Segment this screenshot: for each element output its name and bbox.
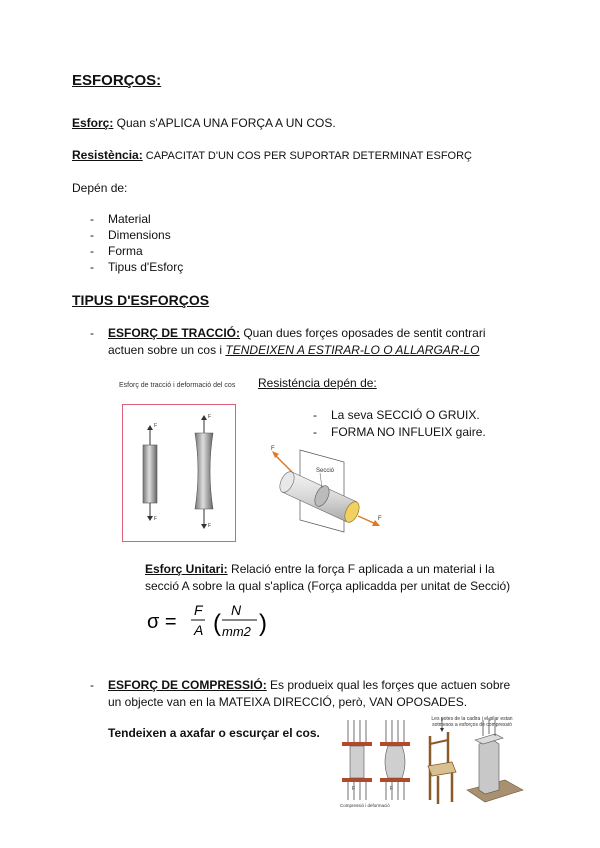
svg-text:F: F xyxy=(208,414,212,420)
chair-icon xyxy=(420,716,460,808)
svg-text:F: F xyxy=(154,516,158,522)
list-item: - La seva SECCIÓ O GRUIX. xyxy=(313,408,480,422)
traccio-figure-caption: Esforç de tracció i deformació del cos xyxy=(119,382,236,389)
traccio-line1: - ESFORÇ DE TRACCIÓ: Quan dues forçes oposades de sentit contrari xyxy=(90,326,486,340)
compression-bars-figure xyxy=(338,716,416,808)
traccio-line2: actuen sobre un cos i TENDEIXEN A ESTIRAR-LO O ALLARGAR-LO xyxy=(108,343,480,357)
traccio-label: ESFORÇ DE TRACCIÓ: xyxy=(108,326,240,340)
svg-text:Compressió i deformació: Compressió i deformació xyxy=(340,803,390,808)
esforc-text: Quan s'APLICA UNA FORÇA A UN COS. xyxy=(113,116,336,130)
compressio-label: ESFORÇ DE COMPRESSIÓ: xyxy=(108,678,267,692)
compressio-bold-line: Tendeixen a axafar o escurçar el cos. xyxy=(108,726,320,740)
stress-formula xyxy=(147,600,277,644)
depen-de-label: Depén de: xyxy=(72,181,128,195)
traccio-figure xyxy=(122,404,236,542)
svg-text:N: N xyxy=(231,602,242,618)
tension-bars-icon xyxy=(123,405,235,541)
formula xyxy=(147,600,277,644)
compressio-line1: - ESFORÇ DE COMPRESSIÓ: Es produeix qual les forçes que actuen sobre xyxy=(90,678,511,692)
traccio-resist-title: Resisténcia depén de: xyxy=(258,376,377,390)
svg-text:σ =: σ = xyxy=(147,611,177,633)
compressio-line2: un objecte van en la MATEIXA DIRECCIÓ, però, VAN OPOSADES. xyxy=(108,695,468,709)
traccio-emphasis: TENDEIXEN A ESTIRAR-LO O ALLARGAR-LO xyxy=(225,343,480,357)
resistencia-text: CAPACITAT D'UN COS PER SUPORTAR DETERMINAT ESFORÇ xyxy=(142,150,472,162)
definition-resistencia xyxy=(72,148,472,162)
esforc-label: Esforç: xyxy=(72,116,114,130)
svg-text:F: F xyxy=(352,786,356,792)
compression-bars-icon xyxy=(338,716,416,808)
svg-text:F: F xyxy=(208,523,212,529)
svg-text:): ) xyxy=(259,610,267,637)
svg-text:F: F xyxy=(378,516,382,522)
factors-list xyxy=(90,211,183,275)
list-item: - FORMA NO INFLUEIX gaire. xyxy=(313,425,486,439)
unitari-label: Esforç Unitari: xyxy=(145,562,228,576)
chair-figure xyxy=(420,716,460,808)
svg-text:A: A xyxy=(194,622,204,638)
svg-text:F: F xyxy=(271,446,275,452)
list-item: - Tipus d'Esforç xyxy=(90,260,184,274)
list-item: - Forma xyxy=(90,244,143,258)
compressio-figure-caption: Les potes de la cadira i el pilar estan sotmesos a esforços de compressió xyxy=(431,716,513,728)
svg-text:F: F xyxy=(390,786,394,792)
section-title-tipus: TIPUS D'ESFORÇOS xyxy=(72,292,210,308)
svg-text:F: F xyxy=(194,602,203,618)
pillar-icon xyxy=(465,716,525,808)
svg-text:(: ( xyxy=(213,610,221,637)
definition-esforc xyxy=(72,116,336,130)
svg-text:mm2: mm2 xyxy=(222,624,251,639)
unitari-line1: Esforç Unitari: Relació entre la força F aplicada a un material i la xyxy=(145,562,495,576)
unitari-line2: secció A sobre la qual s'aplica (Força aplicadda per unitat de Secció) xyxy=(145,579,511,593)
svg-text:F: F xyxy=(154,423,158,429)
traccio-text1: Quan dues forçes oposades de sentit contrari xyxy=(240,326,486,340)
svg-text:Secció: Secció xyxy=(316,468,335,474)
resistencia-label: Resistència: xyxy=(72,148,143,162)
list-item: - Dimensions xyxy=(90,228,171,242)
page-title: ESFORÇOS: xyxy=(72,72,162,89)
traccio-resist-list xyxy=(313,407,486,441)
pillar-figure xyxy=(465,716,525,808)
cylinder-section-icon xyxy=(262,440,387,540)
cylinder-section-figure xyxy=(262,440,387,540)
list-item: - Material xyxy=(90,212,151,226)
